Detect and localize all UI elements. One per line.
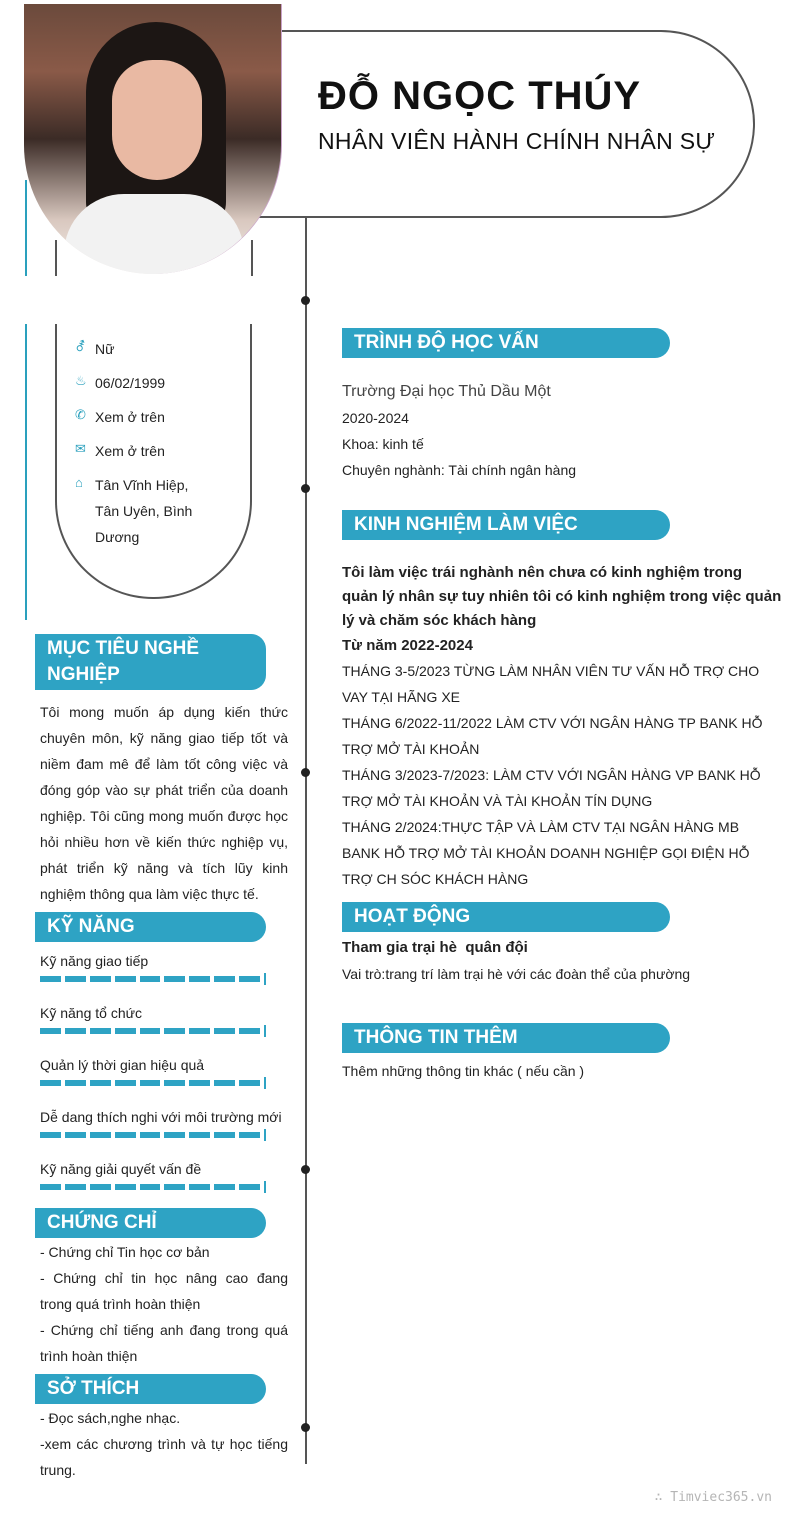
education-faculty: Khoa: kinh tế	[342, 436, 424, 452]
hobby-item: -xem các chương trình và tự học tiếng trung.	[40, 1436, 288, 1478]
certificate-item: - Chứng chỉ Tin học cơ bản	[40, 1244, 210, 1260]
skill-bar	[40, 1132, 266, 1138]
avatar-stem-right	[251, 240, 253, 276]
skill-bar	[40, 976, 266, 982]
hobbies-heading: SỞ THÍCH	[35, 1374, 266, 1404]
skill-label: Kỹ năng giao tiếp	[40, 953, 149, 969]
avatar-stem-left	[55, 240, 57, 276]
extra-heading: THÔNG TIN THÊM	[342, 1023, 670, 1053]
objective-heading: MỤC TIÊU NGHỀ NGHIỆP	[35, 634, 266, 690]
certificate-item: - Chứng chỉ tin học nâng cao đang trong quá trình hoàn thiện	[40, 1270, 288, 1312]
timeline-line	[305, 216, 307, 1464]
experience-item: THÁNG 3-5/2023 TỪNG LÀM NHÂN VIÊN TƯ VẤN HỖ TRỢ CHO VAY TẠI HÃNG XE	[342, 663, 760, 705]
watermark: ∴ Timviec365.vn	[654, 1490, 772, 1505]
skill-bar	[40, 1028, 266, 1034]
skill-bar	[40, 1184, 266, 1190]
skill-bar	[40, 1080, 266, 1086]
activities-heading: HOẠT ĐỘNG	[342, 902, 670, 932]
contact-phone: ✆ Xem ở trên	[75, 404, 165, 430]
birthday-cake-icon: ♨	[75, 373, 87, 388]
hobby-item: - Đọc sách,nghe nhạc.	[40, 1410, 181, 1426]
header-pill	[250, 30, 755, 218]
contact-address: ⌂ Tân Vĩnh Hiệp, Tân Uyên, Bình Dương	[75, 472, 192, 550]
contact-birthday: ♨ 06/02/1999	[75, 370, 165, 396]
avatar	[24, 4, 282, 274]
contact-email: ✉ Xem ở trên	[75, 438, 165, 464]
extra-text: Thêm những thông tin khác ( nếu cần )	[342, 1063, 585, 1079]
activity-role: Vai trò:trang trí làm trại hè với các đoàn thể của phường	[342, 966, 691, 982]
skill-label: Kỹ năng giải quyết vấn đề	[40, 1161, 202, 1177]
timeline-dot	[301, 296, 310, 305]
experience-intro: Tôi làm việc trái nghành nên chưa có kinh nghiệm trong quản lý nhân sự tuy nhiên tôi có kinh nghiệm trong việc quản lý và chăm sóc khách hàng	[342, 564, 782, 629]
timeline-dot	[301, 768, 310, 777]
envelope-icon: ✉	[75, 441, 86, 456]
home-icon: ⌂	[75, 475, 83, 490]
education-major: Chuyên nghành: Tài chính ngân hàng	[342, 462, 577, 478]
left-accent-line-mid	[25, 324, 27, 620]
activity-name: Tham gia trại hè quân đội	[342, 939, 528, 956]
skill-label: Kỹ năng tổ chức	[40, 1005, 142, 1021]
experience-heading: KINH NGHIỆM LÀM VIỆC	[342, 510, 670, 540]
certificates-heading: CHỨNG CHỈ	[35, 1208, 266, 1238]
candidate-name: ĐỖ NGỌC THÚY	[318, 74, 642, 118]
education-years: 2020-2024	[342, 410, 409, 426]
experience-period: Từ năm 2022-2024	[342, 637, 473, 654]
timeline-dot	[301, 1165, 310, 1174]
whatsapp-icon: ✆	[75, 407, 86, 422]
skills-heading: KỸ NĂNG	[35, 912, 266, 942]
gender-icon: ⚦	[75, 339, 86, 354]
job-title: NHÂN VIÊN HÀNH CHÍNH NHÂN SỰ	[318, 128, 716, 154]
certificate-item: - Chứng chỉ tiếng anh đang trong quá trình hoàn thiện	[40, 1322, 288, 1364]
skill-label: Dễ dang thích nghi với môi trường mới	[40, 1109, 282, 1125]
education-heading: TRÌNH ĐỘ HỌC VẤN	[342, 328, 670, 358]
experience-item: THÁNG 3/2023-7/2023: LÀM CTV VỚI NGÂN HÀNG VP BANK HỖ TRỢ MỞ TÀI KHOẢN VÀ TÀI KHOẢN TÍN DỤNG	[342, 767, 761, 809]
experience-item: THÁNG 6/2022-11/2022 LÀM CTV VỚI NGÂN HÀNG TP BANK HỖ TRỢ MỞ TÀI KHOẢN	[342, 715, 763, 757]
objective-text: Tôi mong muốn áp dụng kiến thức chuyên môn, kỹ năng giao tiếp tốt và niềm đam mê để làm tốt công việc và đóng góp vào sự phát triển của doanh nghiệp. Tôi cũng mong muốn được học hỏi nhiều hơn về kiến thức nghiệp vụ, phát triển kỹ năng và tích lũy kinh nghiệm thông qua làm việc thực tế.	[40, 704, 288, 902]
contact-gender: ⚦ Nữ	[75, 336, 114, 362]
school-name: Trường Đại học Thủ Dầu Một	[342, 383, 551, 400]
timeline-dot	[301, 1423, 310, 1432]
timeline-dot	[301, 484, 310, 493]
experience-item: THÁNG 2/2024:THỰC TẬP VÀ LÀM CTV TẠI NGÂN HÀNG MB BANK HỖ TRỢ MỞ TÀI KHOẢN DOANH NGHIỆP GỌI ĐIỆN HỖ TRỢ CH SÓC KHÁCH HÀNG	[342, 819, 750, 887]
skill-label: Quản lý thời gian hiệu quả	[40, 1057, 205, 1073]
left-accent-line-top	[25, 180, 27, 276]
